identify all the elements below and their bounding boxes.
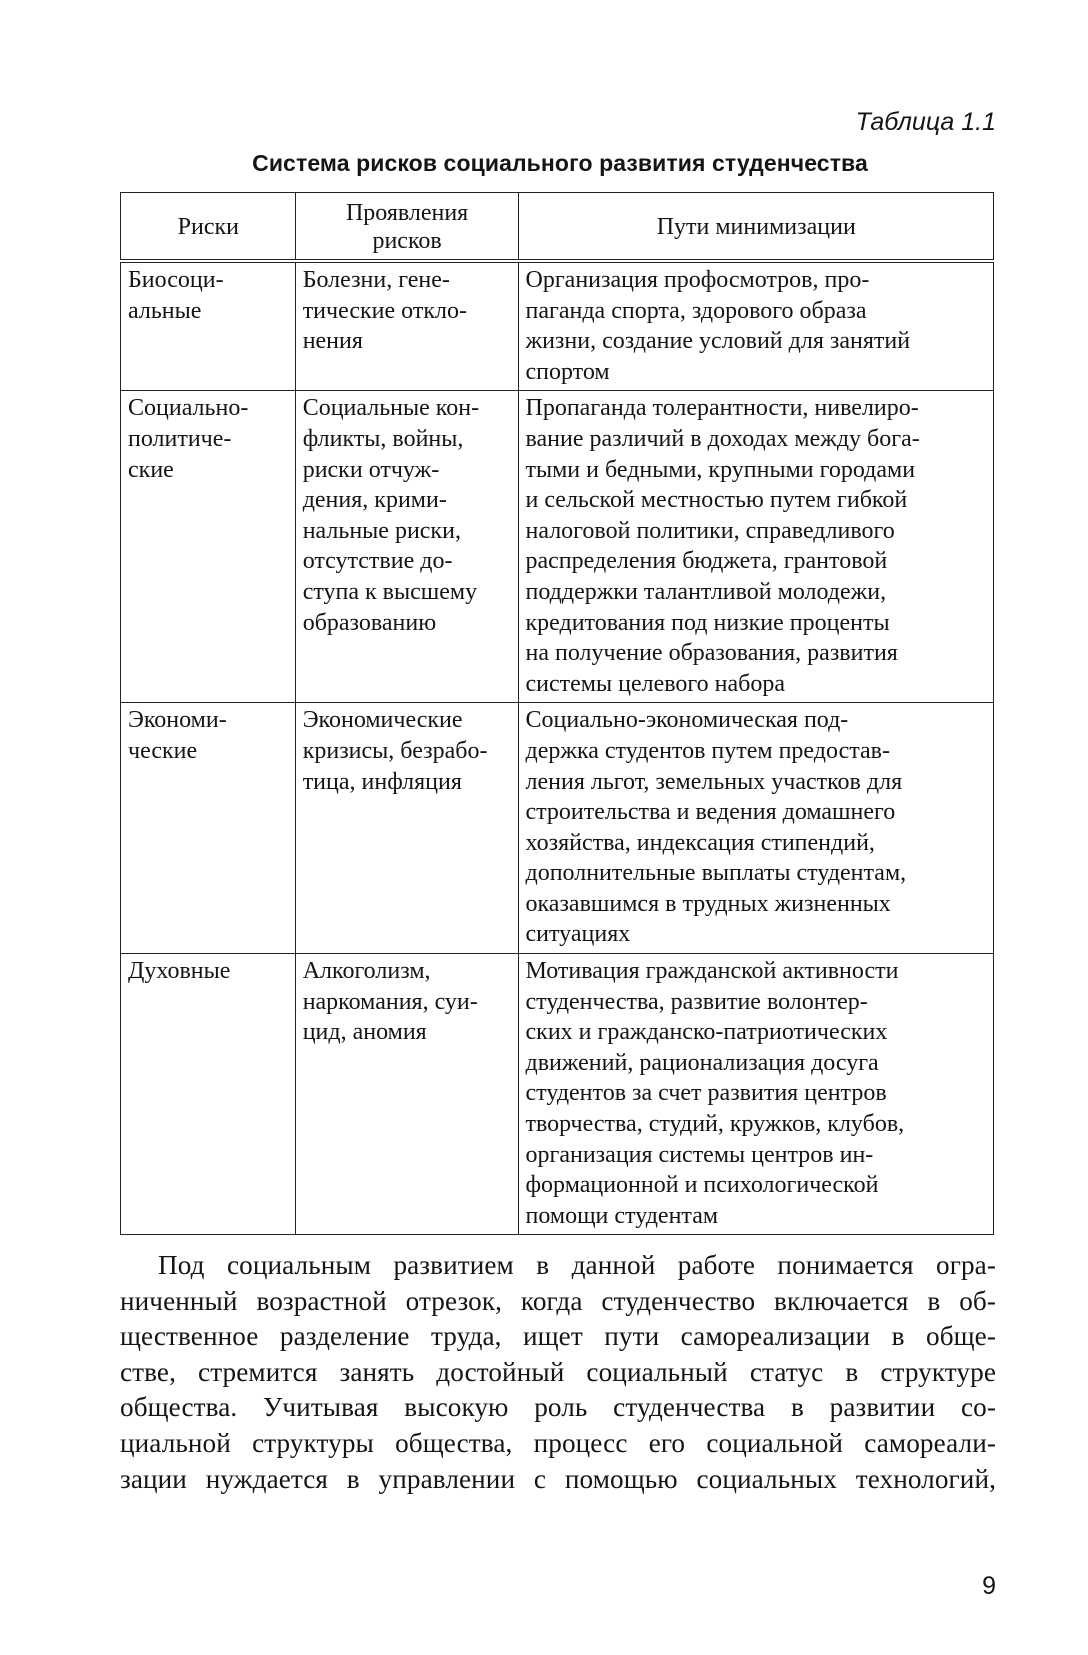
cell-line: кредитования под низкие проценты: [525, 609, 890, 636]
cell-line: Мотивация гражданской активности: [525, 958, 899, 985]
cell-line: Социально-: [128, 395, 249, 422]
cell-line: ских и гражданско-патриотических: [525, 1019, 888, 1046]
cell-line: ские: [128, 456, 174, 483]
cell-ways: [518, 261, 994, 391]
paragraph-line: Под социальным развитием в данной работе понимается огра-: [158, 1250, 996, 1280]
cell-line: образованию: [302, 609, 437, 636]
header-risks: Риски: [121, 193, 296, 262]
cell-line: Организация профосмотров, про-: [525, 267, 870, 293]
cell-line: нения: [302, 328, 363, 355]
paragraph-line: зации нуждается в управлении с помощью социальных технологий,: [120, 1463, 996, 1494]
cell-line: Биосоци-: [128, 267, 224, 293]
cell-risk: [121, 261, 296, 391]
table-title: Система рисков социального развития студенчества: [252, 150, 868, 176]
header-manifestations: [295, 193, 518, 262]
cell-line: тические откло-: [302, 297, 467, 324]
cell-line: Пропаганда толерантности, нивелиро-: [525, 395, 919, 422]
header-ways: Пути минимизации: [518, 193, 994, 262]
cell-line: ситуациях: [525, 921, 631, 948]
cell-line: ческие: [128, 737, 198, 764]
cell-line: студенчества, развитие волонтер-: [525, 988, 868, 1015]
cell-line: Болезни, гене-: [302, 267, 450, 293]
cell-line: держка студентов путем предостав-: [525, 737, 890, 764]
cell-line: дополнительные выплаты студентам,: [525, 860, 907, 887]
cell-line: политиче-: [128, 425, 232, 452]
paragraph-line: циальной структуры общества, процесс его социальной самореали-: [120, 1427, 996, 1458]
cell-line: Социально-экономическая под-: [525, 707, 849, 734]
cell-line: помощи студентам: [525, 1202, 719, 1229]
cell-line: кризисы, безрабо-: [302, 737, 488, 764]
cell-line: и сельской местностью путем гибкой: [525, 487, 908, 514]
cell-line: спортом: [525, 358, 610, 385]
cell-ways: [518, 954, 994, 1235]
risk-table: [120, 192, 994, 1235]
cell-risk: [121, 703, 296, 954]
cell-line: на получение образования, развития: [525, 640, 898, 667]
cell-line: ления льгот, земельных участков для: [525, 768, 903, 795]
page-number: 9: [982, 1572, 996, 1600]
cell-manifestations: [295, 703, 518, 954]
cell-line: организация системы центров ин-: [525, 1141, 874, 1168]
table-row: [121, 954, 994, 1235]
cell-line: тица, инфляция: [302, 768, 462, 795]
cell-line: творчества, студий, кружков, клубов,: [525, 1111, 905, 1138]
cell-line: дения, крими-: [302, 487, 447, 514]
cell-line: наркомания, суи-: [302, 988, 478, 1015]
cell-ways: [518, 703, 994, 954]
cell-line: движений, рационализация досуга: [525, 1049, 879, 1076]
cell-line: тыми и бедными, крупными городами: [525, 456, 916, 483]
cell-line: нальные риски,: [302, 517, 461, 544]
cell-line: Социальные кон-: [302, 395, 480, 422]
paragraph-line: ниченный возрастной отрезок, когда студенчество включается в об-: [120, 1285, 996, 1316]
cell-line: формационной и психологической: [525, 1172, 879, 1199]
cell-line: фликты, войны,: [302, 425, 464, 452]
paragraph-line: щественное разделение труда, ищет пути самореализации в обще-: [120, 1321, 996, 1352]
cell-manifestations: [295, 954, 518, 1235]
cell-line: паганда спорта, здорового образа: [525, 297, 867, 324]
table-row: [121, 703, 994, 954]
cell-line: жизни, создание условий для занятий: [525, 328, 911, 355]
table-row: [121, 261, 994, 391]
cell-line: Экономи-: [128, 707, 227, 734]
cell-line: альные: [128, 297, 202, 324]
cell-line: Экономические: [302, 707, 463, 734]
cell-line: отсутствие до-: [302, 548, 453, 575]
cell-line: цид, аномия: [302, 1019, 427, 1046]
paragraph-line: стве, стремится занять достойный социальный статус в структуре: [120, 1356, 996, 1387]
cell-manifestations: [295, 261, 518, 391]
body-paragraph: [120, 1248, 996, 1497]
header-manifestations-line: рисков: [372, 228, 442, 254]
cell-line: системы целевого набора: [525, 670, 785, 697]
cell-risk: [121, 954, 296, 1235]
cell-line: хозяйства, индексация стипендий,: [525, 829, 875, 856]
cell-line: Духовные: [128, 958, 231, 985]
cell-line: оказавшимся в трудных жизненных: [525, 890, 891, 917]
cell-line: ступа к высшему: [302, 578, 478, 605]
cell-line: строительства и ведения домашнего: [525, 799, 896, 826]
cell-manifestations: [295, 391, 518, 703]
table-row: [121, 391, 994, 703]
cell-line: вание различий в доходах между бога-: [525, 425, 920, 452]
table-header-row: [121, 193, 994, 262]
cell-line: распределения бюджета, грантовой: [525, 548, 888, 575]
header-manifestations-line: Проявления: [345, 200, 469, 226]
cell-ways: [518, 391, 994, 703]
table-label: Таблица 1.1: [855, 108, 996, 136]
paragraph-line: общества. Учитывая высокую роль студенчества в развитии со-: [120, 1392, 996, 1423]
cell-line: поддержки талантливой молодежи,: [525, 578, 887, 605]
cell-line: риски отчуж-: [302, 456, 440, 483]
cell-risk: [121, 391, 296, 703]
cell-line: налоговой политики, справедливого: [525, 517, 895, 544]
cell-line: студентов за счет развития центров: [525, 1080, 887, 1107]
cell-line: Алкоголизм,: [302, 958, 431, 985]
